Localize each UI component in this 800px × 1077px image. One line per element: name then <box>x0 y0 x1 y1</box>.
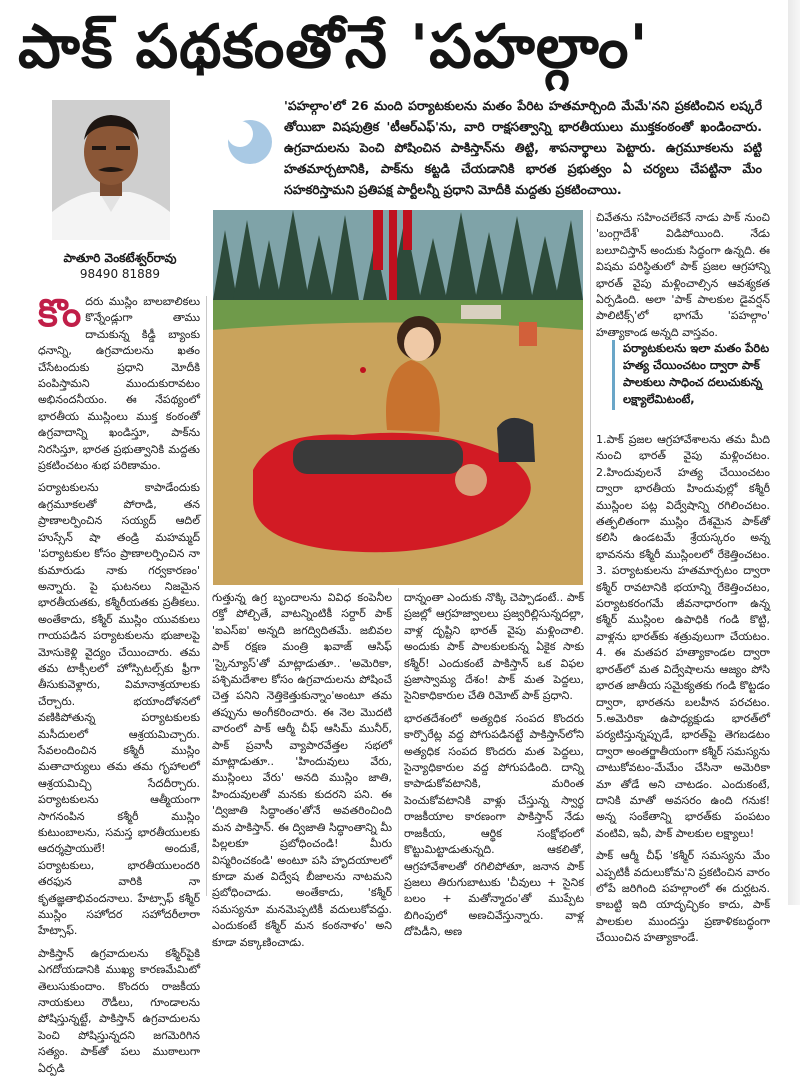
paragraph: పర్యాటకులను కాపాడేందుకు ఉగ్రమూకలతో పోరాడి, తన ప్రాణాలర్పించిన సయ్యద్ ఆదిల్ హుస్సేన్ షా తండ్రి మహమ్మద్ 'పర్యాటకుల కోసం ప్రాణాలర్పించిన నా కుమారుడు నాకు గర్వకారణం' అన్నారు. పై ఘటనలు నిజమైన భారతీయతకు, కశ్మీరీయతకు ప్రతీకలు. అంతేకాదు, కశ్మీర్ ముస్లిం యువకులు గాయపడిన పర్యాటకులను భుజాలపై మోసుకెళ్లి వైద్యం చేయించారు. తమ తమ టాక్సీలలో హోస్పిటల్స్‌కు ఫ్రీగా తీసుకువెళ్లారు, విమానాశ్రయాలకు చేర్చారు. భయాందోళనలో వణికిపోతున్న పర్యాటకులకు మసీదులలో ఆశ్రయమిచ్చారు. సేవలందించిన కశ్మీరీ ముస్లిం మతాచార్యులు తమ తమ గృహాలలో ఆశ్రయమిచ్చి సేదదీర్చారు. పర్యాటకులను ఆత్మీయంగా సాగనంపిన కశ్మీరీ ముస్లిం కుటుంబాలను, సమస్త భారతీయులకు ఆదర్శప్రాయులే! అందుకే, పర్యాటకులు, భారతీయులందరి తరఫున వారికి నా కృతజ్ఞతాభివందనాలు. హేట్సాఫ్ కశ్మీర్ ముస్లిం సహోదర సహోదరీలారా హేట్సాఫ్. <box>38 481 200 938</box>
paragraph: భారతదేశంలో అత్యధిక సంపద కొందరు కార్పొరేట్ల వద్ద పోగుపడినట్టే పాకిస్తాన్‌లోని అత్యధిక సంపద కొందరు మత పెద్దలు, సైన్యాధికారుల వద్ద పోగుపడింది. దాన్ని కాపాడుకోవటానికి, మరింత పెంచుకోవటానికి వాళ్లు చేస్తున్న స్వార్థ రాజకీయాల కారణంగా పాకిస్తాన్ నేడు రాజకీయ, ఆర్థిక సంక్షోభంలో కొట్టుమిట్టాడుతున్నది. ఆకలితో, ఆగ్రహావేశాలతో రగిలిపోతూ, జనాన పాక్ ప్రజలు తిరుగుబాటుకు 'చీవులు + సైనిక బలం + మతోన్మాదం'తో ముప్పేట బిగింపులో అణచివేస్తున్నారు. వాళ్ల దోపిడీని, అణ <box>404 711 584 939</box>
paragraph: పాకిస్తాన్ ఉగ్రవాదులను కశ్మీర్‌పైకి ఎగదోయడానికి ముఖ్య కారణమేమిటో తెలుసుకుందాం. కొందరు రాజకీయ నాయకులు రౌడీలు, గూండాలను పోషిస్తున్నట్టే, పాకిస్తాన్ ఉగ్రవాదులను పెంచి పోషిస్తున్నదని జగమెరిగిన సత్యం. పాక్‌తో పలు ముఠాలుగా ఏర్పడి <box>38 946 200 1075</box>
intro-paragraph: 'పహల్గాం'లో 26 మంది పర్యాటకులను మతం పేరిట హతమార్చింది మేమే'నని ప్రకటించిన లష్కరే తోయిబా విషపుత్రిక 'టీఆర్‌ఎఫ్'ను, వారి రాక్షసత్వాన్ని భారతీయులు ముక్తకంఠంతో ఖండించారు. ఉగ్రవాదులను పెంచి పోషించిన పాకిస్తాన్‌ను తిట్టి, శాపనార్థాలు పెట్టారు. ఉగ్రమూకలను పట్టి హతమార్చటానికి, పాక్‌ను కట్టడి చేయడానికి భారత ప్రభుత్వం ఏ చర్యలు చేపట్టినా మేం సహకరిస్తామని ప్రతిపక్ష పార్టీలన్నీ ప్రధాని మోదీకి మద్దతు ప్రకటించాయి. <box>284 98 762 197</box>
illustration <box>213 210 583 585</box>
article-column-4-bottom <box>596 432 770 945</box>
paragraph: గుత్తున్న ఉగ్ర బృందాలను వివిధ కంపెనీల రక్తో పోల్చితే, వాటన్నింటికీ సర్దార్ పాక్ 'ఐఎస్ఐ' అన్నది జగద్విదితమే. జబివల పాక్ రక్షణ మంత్రి ఖవాజ్ ఆసిఫ్ 'స్కైన్యూస్'తో మాట్లాడుతూ.. 'అమెరికా, పశ్చిమదేశాల కోసం ఉగ్రవాదులను పోషించే చెత్త పనిని నెత్తికెత్తుకున్నాం'అంటూ తమ తప్పును అంగీకరించారు. ఈ నెల మొదటి వారంలో పాక్ ఆర్మీ చీఫ్ ఆసిమ్ మునీర్, పాక్ ప్రవాసీ వ్యాపారవేత్తల సభలో మాట్లాడుతూ.. 'హిందువులు వేరు, ముస్లింలు వేరు' అనది ముస్లిం జాతి, హిందువులతో మనకు కుదరని పని. ఈ 'ద్విజాతి సిద్ధాంతం'తోనే అవతరించింది మన పాకిస్తాన్. ఈ ద్విజాతి సిద్ధాంతాన్ని మీ పిల్లలకూ ప్రబోధించండి! మీరు విస్మరించకండి' అంటూ పసి హృదయాలలో కూడా మత విద్వేష బీజాలను నాటమని ప్రబోధించాడు. అంతేకాదు, 'కశ్మీర్ సమస్యనూ మనమెప్పటికీ వదులుకోవద్దు. ఎందుకంటే కశ్మీర్ మన కంఠనాళం' అని కూడా వక్కాణించాడు. <box>212 591 392 949</box>
author-photo <box>52 100 170 240</box>
column-divider <box>590 210 591 896</box>
byline <box>40 250 200 282</box>
paragraph <box>38 291 200 474</box>
author-portrait-icon <box>52 100 170 240</box>
pahalgam-attack-illustration <box>213 210 583 585</box>
article-column-1 <box>38 291 200 1075</box>
paragraph: పాక్ ఆర్మీ చీఫ్ 'కశ్మీర్ సమస్యను మేం ఎప్పటికీ వదులుకోమ'ని ప్రకటించిన వారం లోపే జరిగింది పహల్గాంలో ఈ దుర్ఘటన. కాబట్టి ఇది యాదృచ్ఛికం కాదు, పాక్ పాలకుల ముందస్తు ప్రణాళికబద్ధంగా చేయించిన హత్యాకాండే. <box>596 849 770 945</box>
column-divider <box>398 588 399 896</box>
decor-bubble-icon <box>218 108 278 168</box>
paragraph: దాన్నంతా ఎందుకు నొక్కి చెప్పాడంటే.. పాక్ ప్రజల్లో ఆగ్రహజ్వాలలు ప్రజ్వరిల్లిసున్నదల్లా, వాళ్ల దృష్టిని భారత్ వైపు మళ్లించాలి. అందుకు పాక్ పాలకులకున్న ఏకైక సాకు కశ్మీర్! ఎందుకంటే పాకిస్తాన్ ఒక విఫల ప్రజాస్వామ్య దేశం! పాక్ మత పెద్దలు, సైనికాధికారుల చేతి రిమోట్ పాక్ ప్రధాని. <box>404 591 584 703</box>
paragraph: చివేతను సహించలేకనే నాడు పాక్ నుంచి 'బంగ్లాదేశ్' విడిపోయింది. నేడు బలూచిస్తాన్ అందుకు సిద్ధంగా ఉన్నది. ఈ విషమ పరిస్థితులో పాక్ ప్రజల ఆగ్రహాన్ని భారత్ వైపు మళ్లించాల్సిన ఆవశ్యకత ఏర్పడింది. అలా 'పాక్ పాలకుల డైవర్షన్ పాలిటిక్స్'లో భాగమే 'పహల్గాం' హత్యాకాండ అన్నది వాస్తవం. <box>596 211 770 339</box>
article-column-4-top <box>596 210 770 339</box>
author-name: పాతూరి వెంకటేశ్వర్‌రావు <box>63 251 177 265</box>
paragraph-text: దరు ముస్లిం బాలబాలికలు కొన్నేండ్లుగా తాము దాచుకున్న కిడ్డీ బ్యాంకు ధనాన్ని, ఉగ్రవాదులను ఖతం చేసేటందుకు ప్రధాని మోదీకి పంపిస్తామని ముందుకురావటం అభినందనీయం. ఈ నేపథ్యంలో భారతీయ ముస్లింలు ముక్త కంఠంతో ఉగ్రవాదాన్ని ఖండిస్తూ, పాక్‌ను నిరసిస్తూ, భారత ప్రభుత్వానికి మద్దతు ప్రకటించటం శుభ పరిణామం. <box>38 295 200 473</box>
article-column-2 <box>212 590 392 949</box>
paragraph: 1.పాక్ ప్రజల ఆగ్రహావేశాలను తమ మీది నుంచి భారత్ వైపు మళ్లించటం. 2.హిందువులనే హత్య చేయించటం ద్వారా భారతీయ హిందువుల్లో కశ్మీరీ ముస్లింల పట్ల విద్వేషాన్ని రగిలించటం. తత్ఫలితంగా ముస్లిం దేశమైన పాక్‌తో కలిసి ఉండటమే శ్రేయస్కరం అన్న భావనను కశ్మీరీ ముస్లింలలో రేకెత్తించటం. 3. పర్యాటకులను హతమార్చటం ద్వారా కశ్మీర్ రావటానికి భయాన్ని రేకెత్తించటం, పర్యాటకరంగమే జీవనాధారంగా ఉన్న కశ్మీర్ ముస్లింల ఉపాధికి గండి కొట్టి, వాళ్లను భారత్‌కు శత్రువులుగా చేయటం. 4. ఈ మతపర హత్యాకాండల ద్వారా భారత్‌లో మత విద్వేషాలను ఆజ్యం పోసి భారత జాతీయ సమైక్యతకు గండి కొట్టడం ద్వారా, భారతను బలహీన పరచటం. 5.అమెరికా ఉపాధ్యక్షుడు భారత్‌లో పర్యటిస్తున్నప్పుడే, భారత్‌పై తెగబడటం ద్వారా అంతర్జాతీయంగా కశ్మీర్ సమస్యను చాటుకోవటం-మేమేం చేసినా అమెరికా మా తోడే అని చాటడం. ఎందుకంటే, దానికి మాతో అవసరం ఉంది గనుక! అన్న సంకేతాన్ని భారత్‌కు పంపటం వంటివి, ఇవీ, పాక్ పాలకుల లక్ష్యాలు! <box>596 433 770 840</box>
headline: పాక్ పథకంతోనే 'పహల్గాం' <box>18 12 649 82</box>
author-phone: 98490 81889 <box>79 267 161 281</box>
column-divider <box>206 296 207 896</box>
dropcap: కొం <box>38 291 82 335</box>
page-edge <box>788 0 800 905</box>
article-column-3 <box>404 590 584 939</box>
pull-quote: పర్యాటకులను ఇలా మతం పేరిట హత్య చేయించటం ద్వారా పాక్ పాలకులు సాధించ దలుచుకున్న లక్ష్యాలేమిటంటే, <box>612 340 783 410</box>
